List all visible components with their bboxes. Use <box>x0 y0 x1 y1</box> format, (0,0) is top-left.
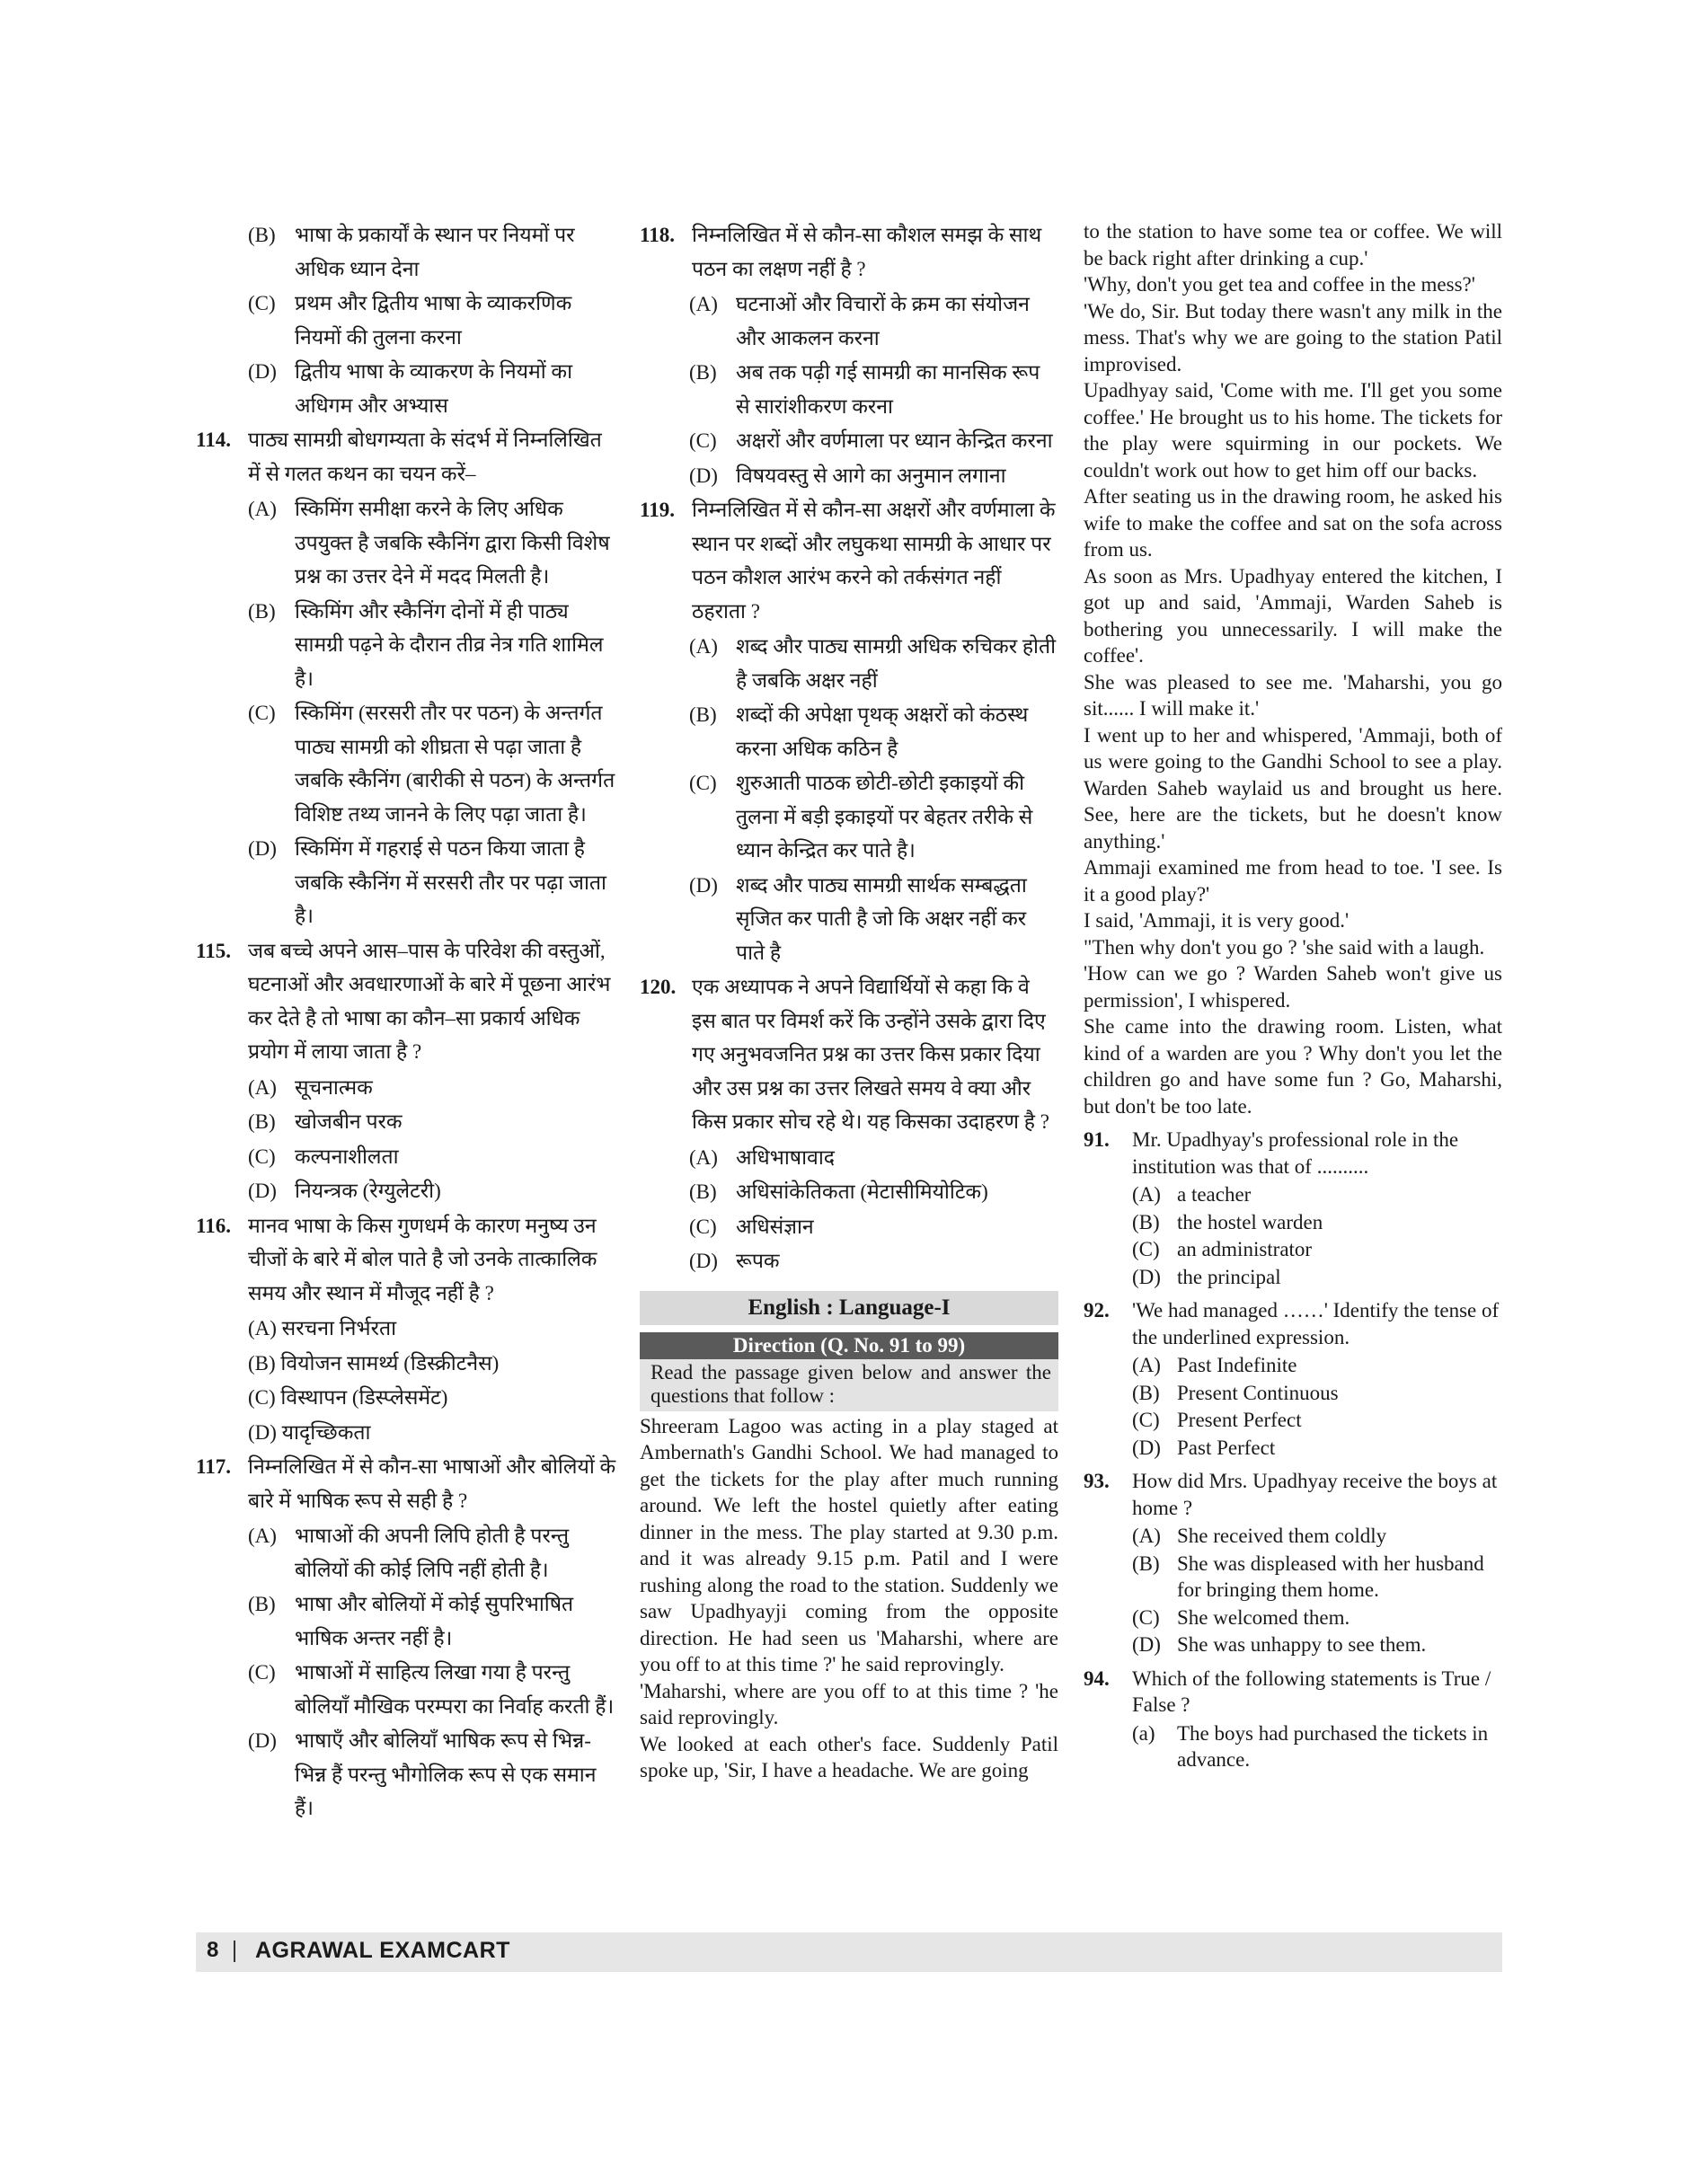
passage-paragraph: 'How can we go ? Warden Saheb won't give us permission', I whispered. <box>1084 962 1502 1012</box>
question-text: निम्नलिखित में से कौन-सा भाषाओं और बोलियों के बारे में भाषिक रूप से सही है ? <box>248 1455 616 1512</box>
option-label: (D) <box>1132 1436 1161 1459</box>
option-text: अधिसांकेतिकता (मेटासीमियोटिक) <box>736 1180 988 1203</box>
option-text: रूपक <box>736 1250 780 1272</box>
option-label: (D) <box>1132 1265 1161 1288</box>
question-number: 117. <box>196 1455 231 1478</box>
option-text: the principal <box>1177 1265 1281 1288</box>
option-text: She received them coldly <box>1177 1525 1387 1547</box>
option-label: (B) <box>248 1110 276 1133</box>
option-text: शब्द और पाठ्य सामग्री सार्थक सम्बद्धता सृजित कर पाती है जो कि अक्षर नहीं कर पाते है <box>736 873 1027 964</box>
option <box>248 595 618 696</box>
option-label: (C) <box>1132 1605 1160 1629</box>
column-2 <box>640 218 1058 1784</box>
question-number: 91. <box>1084 1128 1110 1151</box>
option-label: (A) <box>248 1075 277 1099</box>
option <box>248 1105 618 1139</box>
option <box>1132 1631 1502 1658</box>
question-text: जब बच्चे अपने आस–पास के परिवेश की वस्तुओं, घटनाओं और अवधारणाओं के बारे में पूछना आरंभ कर देते है तो भाषा का कौन–सा प्रकार्य अधिक प्रयोग में लाया जाता है ? <box>248 939 611 1063</box>
option-label: (D) <box>248 1180 277 1202</box>
question-text: पाठ्य सामग्री बोधगम्यता के संदर्भ में निम्नलिखित में से गलत कथन का चयन करें– <box>248 429 602 485</box>
option-text: Past Perfect <box>1177 1436 1276 1459</box>
option <box>689 459 1058 493</box>
option <box>1132 1435 1502 1462</box>
option <box>689 424 1058 458</box>
passage-paragraph: I said, 'Ammaji, it is very good.' <box>1084 909 1350 932</box>
option <box>1132 1181 1502 1208</box>
option <box>248 1174 618 1208</box>
option-text: शब्द और पाठ्य सामग्री अधिक रुचिकर होती है जबकि अक्षर नहीं <box>736 635 1057 692</box>
option-label: (B) <box>248 1593 276 1615</box>
option-label: (B) <box>1132 1551 1160 1575</box>
question-119 <box>640 493 1058 969</box>
option-text: भाषाओं की अपनी लिपि होती है परन्तु बोलियों की कोई लिपि नहीं होती है। <box>295 1525 570 1581</box>
question-117 <box>196 1450 618 1825</box>
option-label: (A) <box>1132 1354 1161 1376</box>
option <box>248 355 618 422</box>
passage-paragraph: 'Maharshi, where are you off to at this time ? 'he said reprovingly. <box>640 1679 1058 1728</box>
option <box>1132 1551 1502 1604</box>
option-label: (B) <box>248 599 276 623</box>
option <box>689 356 1058 423</box>
option-text: The boys had purchased the tickets in advance. <box>1177 1721 1489 1771</box>
option-label: (A) <box>689 1145 718 1169</box>
option-label: (D) <box>1132 1633 1161 1656</box>
question-116 <box>196 1209 618 1450</box>
option-label: (C) <box>248 292 276 314</box>
option <box>1132 1352 1502 1379</box>
passage-paragraph: We looked at each other's face. Suddenly Patil spoke up, 'Sir, I have a headache. We are going <box>640 1732 1058 1781</box>
question-118 <box>640 218 1058 492</box>
option-label: (C) <box>689 429 717 452</box>
direction-text: Read the passage given below and answer the questions that follow : <box>640 1359 1058 1411</box>
option-label: (B) <box>248 224 276 246</box>
option-label: (C) <box>689 1215 717 1238</box>
page-number: 8 <box>207 1938 219 1962</box>
option: (B) वियोजन सामर्थ्य (डिस्क्रीटनैस) <box>248 1351 500 1375</box>
passage-paragraph: Ammaji examined me from head to toe. 'I see. Is it a good play?' <box>1084 856 1502 906</box>
question-text: मानव भाषा के किस गुणधर्म के कारण मनुष्य उन चीजों के बारे में बोल पाते है जो उनके तात्कालिक समय और स्थान में मौजूद नहीं है ? <box>248 1214 597 1304</box>
passage-paragraph: After seating us in the drawing room, he asked his wife to make the coffee and sat on the sofa across from us. <box>1084 485 1502 561</box>
option <box>1132 1264 1502 1291</box>
option <box>1132 1236 1502 1263</box>
question-text: एक अध्यापक ने अपने विद्यार्थियों से कहा कि वे इस बात पर विमर्श करें कि उन्होंने उसके द्वारा दिए गए अनुभवजनित प्रश्न का उत्तर किस प्रकार दिया और उस प्रश्न का उत्तर लिखते समय वे क्या और किस प्रकार सोच रहे थे। यह किसका उदाहरण है ? <box>692 976 1049 1133</box>
brand-logo: AGRAWAL EXAMCART <box>255 1938 510 1963</box>
question-number: 115. <box>196 939 231 962</box>
option-label: (A) <box>1132 1525 1161 1547</box>
option-label: (C) <box>248 702 276 724</box>
option <box>689 1175 1058 1209</box>
question-91 <box>1084 1127 1502 1290</box>
option <box>248 287 618 354</box>
option <box>248 218 618 286</box>
passage-part-2 <box>1084 218 1502 1119</box>
passage-paragraph: She was pleased to see me. 'Maharshi, you go sit...... I will make it.' <box>1084 670 1502 720</box>
q113-continuation <box>196 218 618 422</box>
option <box>248 832 618 933</box>
option-label: (B) <box>689 1180 717 1203</box>
option-label: (D) <box>248 360 277 383</box>
option <box>248 1656 618 1723</box>
option <box>1132 1720 1502 1773</box>
option: (A) सरचना निर्भरता <box>248 1317 397 1339</box>
question-number: 94. <box>1084 1666 1110 1690</box>
question-94 <box>1084 1666 1502 1773</box>
passage-paragraph: to the station to have some tea or coffee. We will be back right after drinking a cup.' <box>1084 220 1502 270</box>
question-text: How did Mrs. Upadhyay receive the boys at home ? <box>1132 1470 1498 1519</box>
question-114 <box>196 423 618 933</box>
question-number: 92. <box>1084 1299 1110 1322</box>
option-text: प्रथम और द्वितीय भाषा के व्याकरणिक नियमों की तुलना करना <box>295 292 572 349</box>
option-text: भाषाएँ और बोलियाँ भाषिक रूप से भिन्न-भिन्न हैं परन्तु भौगोलिक रूप से एक समान हैं। <box>295 1729 597 1819</box>
option-label: (D) <box>248 1729 277 1752</box>
option <box>689 766 1058 868</box>
question-number: 120. <box>640 976 677 998</box>
option-text: स्किमिंग और स्कैनिंग दोनों में ही पाठ्य सामग्री पढ़ने के दौरान तीव्र नेत्र गति शामिल है। <box>295 599 604 690</box>
option-text: the hostel warden <box>1177 1210 1323 1233</box>
option-text: अधिसंज्ञान <box>736 1215 814 1238</box>
question-text: निम्नलिखित में से कौन-सा कौशल समझ के साथ पठन का लक्षण नहीं है ? <box>692 224 1042 280</box>
section-title: English : Language-I <box>640 1291 1058 1325</box>
option-label: (B) <box>689 361 717 384</box>
question-93 <box>1084 1468 1502 1658</box>
option-label: (A) <box>689 635 718 658</box>
option <box>1132 1407 1502 1434</box>
question-text: निम्नलिखित में से कौन-सा अक्षरों और वर्णमाला के स्थान पर शब्दों और लघुकथा सामग्री के आधार पर पठन कौशल आरंभ करने को तर्कसंगत नहीं ठहराता ? <box>692 499 1056 623</box>
option <box>689 1210 1058 1244</box>
option-label: (C) <box>1132 1238 1160 1260</box>
option-text: सूचनात्मक <box>295 1075 373 1099</box>
option <box>248 1724 618 1825</box>
question-92 <box>1084 1297 1502 1461</box>
option <box>1132 1209 1502 1236</box>
passage-paragraph: She came into the drawing room. Listen, what kind of a warden are you ? Why don't you let the children go and have some fun ? Go, Maharshi, but don't be too late. <box>1084 1015 1502 1118</box>
question-number: 119. <box>640 499 675 521</box>
question-number: 114. <box>196 429 231 451</box>
option-text: विषयवस्तु से आगे का अनुमान लगाना <box>736 464 1006 487</box>
option <box>689 698 1058 765</box>
option-label: (A) <box>248 498 277 520</box>
option-label: (A) <box>1132 1183 1161 1206</box>
question-text: Mr. Upadhyay's professional role in the institution was that of .......... <box>1132 1128 1459 1178</box>
option <box>1132 1604 1502 1631</box>
option-text: शब्दों की अपेक्षा पृथक् अक्षरों को कंठस्थ करना अधिक कठिन है <box>736 703 1029 760</box>
option-label: (C) <box>689 772 717 794</box>
option-text: शुरुआती पाठक छोटी-छोटी इकाइयों की तुलना में बड़ी इकाइयों पर बेहतर तरीके से ध्यान केन्द्रित कर पाते है। <box>736 772 1033 862</box>
option-label: (a) <box>1132 1721 1155 1745</box>
option-label: (C) <box>248 1661 276 1684</box>
option-text: कल्पनाशीलता <box>295 1145 399 1168</box>
option-label: (A) <box>689 293 718 315</box>
option <box>689 1244 1058 1278</box>
option-text: भाषा के प्रकार्यों के स्थान पर नियमों पर अधिक ध्यान देना <box>295 224 575 280</box>
question-text: Which of the following statements is True / False ? <box>1132 1666 1491 1716</box>
question-number: 116. <box>196 1214 231 1237</box>
option-text: Present Perfect <box>1177 1409 1302 1431</box>
option-text: She was displeased with her husband for bringing them home. <box>1177 1551 1484 1601</box>
option-label: (B) <box>1132 1210 1160 1233</box>
question-120 <box>640 970 1058 1278</box>
option-label: (C) <box>1132 1409 1160 1431</box>
question-115 <box>196 934 618 1208</box>
option-text: खोजबीन परक <box>295 1110 403 1133</box>
passage-paragraph: 'We do, Sir. But today there wasn't any milk in the mess. That's why we are going to the station Patil improvised. <box>1084 299 1502 376</box>
question-number: 93. <box>1084 1470 1110 1492</box>
option-label: (D) <box>689 873 718 897</box>
passage-paragraph: As soon as Mrs. Upadhyay entered the kitchen, I got up and said, 'Ammaji, Warden Saheb is bothering you unnecessarily. I will make the coffee'. <box>1084 564 1502 667</box>
passage-paragraph: "Then why don't you go ? 'she said with a laugh. <box>1084 935 1485 959</box>
option-label: (C) <box>248 1145 276 1168</box>
option-label: (D) <box>689 464 718 487</box>
option <box>248 1071 618 1105</box>
option <box>248 1519 618 1587</box>
option-text: अधिभाषावाद <box>736 1145 836 1169</box>
option-label: (B) <box>689 703 717 726</box>
option-text: She welcomed them. <box>1177 1605 1350 1629</box>
question-text: 'We had managed ……' Identify the tense of the underlined expression. <box>1132 1299 1500 1348</box>
option-text: She was unhappy to see them. <box>1177 1633 1427 1656</box>
option-text: घटनाओं और विचारों के क्रम का संयोजन और आकलन करना <box>736 293 1030 349</box>
passage-part-1 <box>640 1413 1058 1784</box>
option-label: (D) <box>248 837 277 860</box>
option-text: स्किमिंग समीक्षा करने के लिए अधिक उपयुक्त है जबकि स्कैनिंग द्वारा किसी विशेष प्रश्न का उत्तर देने में मदद मिलती है। <box>295 498 610 588</box>
option-text: भाषाओं में साहित्य लिखा गया है परन्तु बोलियाँ मौखिक परम्परा का निर्वाह करती हैं। <box>295 1661 615 1718</box>
option-label: (D) <box>689 1250 718 1272</box>
option-text: द्वितीय भाषा के व्याकरण के नियमों का अधिगम और अभ्यास <box>295 360 573 417</box>
option <box>1132 1523 1502 1550</box>
option-text: अक्षरों और वर्णमाला पर ध्यान केन्द्रित करना <box>736 429 1053 452</box>
column-1 <box>196 218 618 1826</box>
option-text: स्किमिंग (सरसरी तौर पर पठन) के अन्तर्गत पाठ्य सामग्री को शीघ्रता से पढ़ा जाता है जबकि स्कैनिंग (बारीकी से पठन) के अन्तर्गत विशिष्ट तथ्य जानने के लिए पढ़ा जाता है। <box>295 702 615 826</box>
passage-paragraph: Shreeram Lagoo was acting in a play staged at Ambernath's Gandhi School. We had managed to get the tickets for the play after much running around. We left the hostel quietly after eating dinner in the mess. The play started at 9.30 p.m. and it was already 9.15 p.m. Patil and I were rushing along the road to the station. Suddenly we saw Upadhyayji coming from the opposite direction. He had seen us 'Maharshi, where are you off to at this time ?' he said reprovingly. <box>640 1414 1058 1675</box>
question-number: 118. <box>640 224 675 246</box>
option <box>248 1140 618 1174</box>
option-text: an administrator <box>1177 1238 1313 1260</box>
option <box>248 696 618 831</box>
option <box>689 869 1058 970</box>
option-text: Present Continuous <box>1177 1381 1339 1404</box>
option <box>248 492 618 594</box>
option-text: नियन्त्रक (रेग्युलेटरी) <box>295 1180 441 1202</box>
option-label: (A) <box>248 1525 277 1547</box>
page-footer <box>196 1932 1502 1972</box>
option: (D) यादृच्छिकता <box>248 1420 371 1444</box>
option-text: a teacher <box>1177 1183 1252 1206</box>
direction-title: Direction (Q. No. 91 to 99) <box>640 1332 1058 1359</box>
option <box>689 630 1058 697</box>
option <box>689 1141 1058 1175</box>
footer-divider <box>234 1940 235 1962</box>
option: (C) विस्थापन (डिस्प्लेसमेंट) <box>248 1386 448 1409</box>
option-label: (B) <box>1132 1381 1160 1404</box>
option-text: अब तक पढ़ी गई सामग्री का मानसिक रूप से सारांशीकरण करना <box>736 361 1040 418</box>
passage-paragraph: I went up to her and whispered, 'Ammaji, both of us were going to the Gandhi School to see a play. Warden Saheb waylaid us and brought us here. See, here are the tickets, but he doesn't know anything.' <box>1084 723 1502 853</box>
option-text: भाषा और बोलियों में कोई सुपरिभाषित भाषिक अन्तर नहीं है। <box>295 1593 574 1649</box>
option <box>1132 1380 1502 1407</box>
column-3 <box>1084 218 1502 1774</box>
option <box>689 287 1058 355</box>
passage-paragraph: Upadhyay said, 'Come with me. I'll get you some coffee.' He brought us to his home. The tickets for the play were squirming in our pockets. We couldn't work out how to get him off our backs. <box>1084 379 1502 482</box>
option-text: स्किमिंग में गहराई से पठन किया जाता है जबकि स्कैनिंग में सरसरी तौर पर पढ़ा जाता है। <box>295 837 606 927</box>
option-text: Past Indefinite <box>1177 1354 1297 1376</box>
passage-paragraph: 'Why, don't you get tea and coffee in the mess?' <box>1084 273 1475 296</box>
option <box>248 1587 618 1655</box>
